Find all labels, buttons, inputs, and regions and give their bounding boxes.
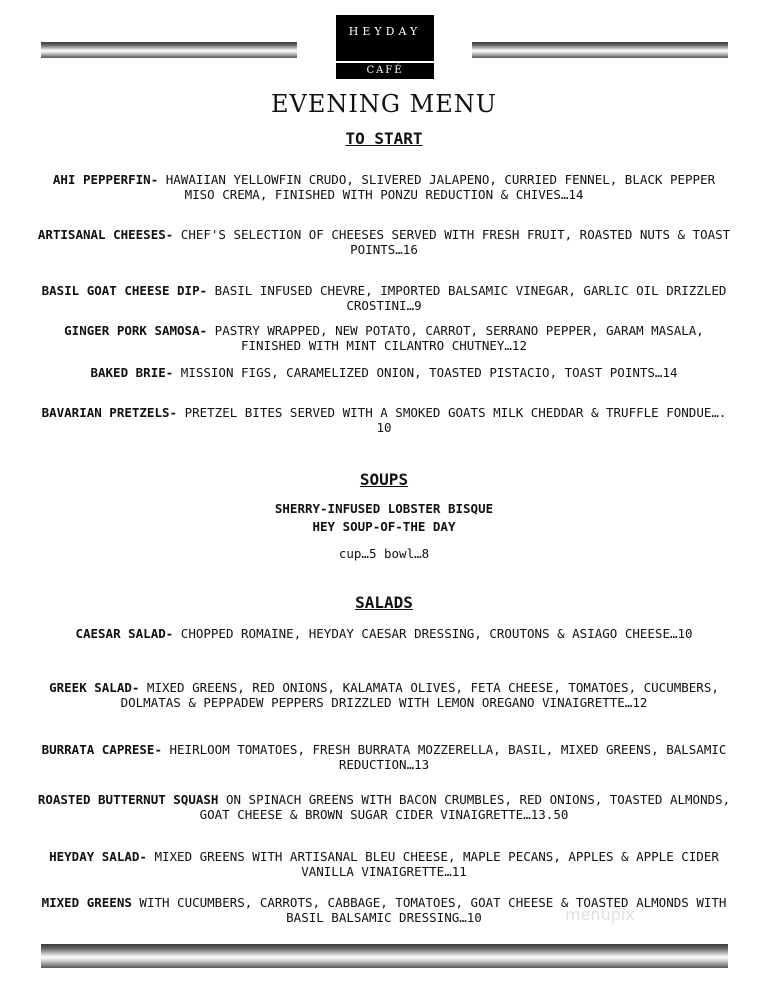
- menu-item: [36, 792, 732, 822]
- item-name: BURRATA CAPRESE-: [41, 742, 162, 757]
- menu-item: [36, 742, 732, 772]
- menu-item: [36, 365, 732, 380]
- item-description: PRETZEL BITES SERVED WITH A SMOKED GOATS MILK CHEDDAR & TRUFFLE FONDUE…. 10: [177, 405, 727, 435]
- item-description: ON SPINACH GREENS WITH BACON CRUMBLES, RED ONIONS, TOASTED ALMONDS, GOAT CHEESE & BROWN SUGAR CIDER VINAIGRETTE…13.50: [199, 792, 731, 822]
- item-name: CAESAR SALAD-: [75, 626, 174, 641]
- soup-item: HEY SOUP-OF-THE DAY: [312, 519, 456, 534]
- section-heading-salads: SALADS: [355, 593, 413, 612]
- decorative-bar-right: [472, 42, 728, 58]
- item-name: GREEK SALAD-: [49, 680, 140, 695]
- soup-item: SHERRY-INFUSED LOBSTER BISQUE: [274, 501, 494, 516]
- item-name: HEYDAY SALAD-: [49, 849, 147, 864]
- item-name: MIXED GREENS: [41, 895, 132, 910]
- menu-item: [36, 405, 732, 435]
- item-description: MIXED GREENS WITH ARTISANAL BLEU CHEESE, MAPLE PECANS, APPLES & APPLE CIDER VANILLA VINAIGRETTE…11: [146, 849, 719, 879]
- logo-divider: [336, 61, 434, 63]
- soup-prices: cup…5 bowl…8: [338, 546, 430, 561]
- item-description: PASTRY WRAPPED, NEW POTATO, CARROT, SERRANO PEPPER, GARAM MASALA, FINISHED WITH MINT CILANTRO CHUTNEY…12: [207, 323, 704, 353]
- item-description: CHEF'S SELECTION OF CHEESES SERVED WITH FRESH FRUIT, ROASTED NUTS & TOAST POINTS…16: [173, 227, 731, 257]
- menu-item: [36, 227, 732, 257]
- item-name: ARTISANAL CHEESES-: [37, 227, 174, 242]
- item-description: WITH CUCUMBERS, CARROTS, CABBAGE, TOMATOES, GOAT CHEESE & TOASTED ALMONDS WITH BASIL BALSAMIC DRESSING…10: [131, 895, 727, 925]
- item-name: ROASTED BUTTERNUT SQUASH: [37, 792, 219, 807]
- item-name: AHI PEPPERFIN-: [52, 172, 159, 187]
- decorative-bar-bottom: [41, 944, 728, 968]
- item-description: CHOPPED ROMAINE, HEYDAY CAESAR DRESSING, CROUTONS & ASIAGO CHEESE…10: [173, 626, 693, 641]
- item-description: HAWAIIAN YELLOWFIN CRUDO, SLIVERED JALAPENO, CURRIED FENNEL, BLACK PEPPER MISO CREMA, FINISHED WITH PONZU REDUCTION & CHIVES…14: [158, 172, 716, 202]
- watermark: menupix: [565, 905, 635, 924]
- menu-item: [36, 680, 732, 710]
- menu-item: [36, 626, 732, 641]
- menu-item: [36, 323, 732, 353]
- heyday-cafe-logo: [336, 15, 434, 79]
- section-heading-start: TO START: [345, 129, 423, 148]
- logo-name: HEYDAY: [348, 25, 422, 38]
- item-description: MIXED GREENS, RED ONIONS, KALAMATA OLIVES, FETA CHEESE, TOMATOES, CUCUMBERS, DOLMATAS & PEPPADEW PEPPERS DRIZZLED WITH LEMON OREGANO VINAIGRETTE…12: [120, 680, 719, 710]
- item-description: HEIRLOOM TOMATOES, FRESH BURRATA MOZZERELLA, BASIL, MIXED GREENS, BALSAMIC REDUCTION…13: [161, 742, 727, 772]
- decorative-bar-left: [41, 42, 297, 58]
- section-heading-soups: SOUPS: [359, 470, 409, 489]
- menu-item: [36, 172, 732, 202]
- logo-sub: CAFÉ: [366, 65, 404, 76]
- item-name: GINGER PORK SAMOSA-: [64, 323, 208, 338]
- item-description: MISSION FIGS, CARAMELIZED ONION, TOASTED PISTACIO, TOAST POINTS…14: [173, 365, 678, 380]
- item-name: BAVARIAN PRETZELS-: [41, 405, 178, 420]
- menu-item: [36, 849, 732, 879]
- item-name: BAKED BRIE-: [90, 365, 174, 380]
- item-description: BASIL INFUSED CHEVRE, IMPORTED BALSAMIC VINEGAR, GARLIC OIL DRIZZLED CROSTINI…9: [207, 283, 727, 313]
- item-name: BASIL GOAT CHEESE DIP-: [41, 283, 208, 298]
- menu-title: EVENING MENU: [271, 90, 497, 118]
- menu-item: [36, 283, 732, 313]
